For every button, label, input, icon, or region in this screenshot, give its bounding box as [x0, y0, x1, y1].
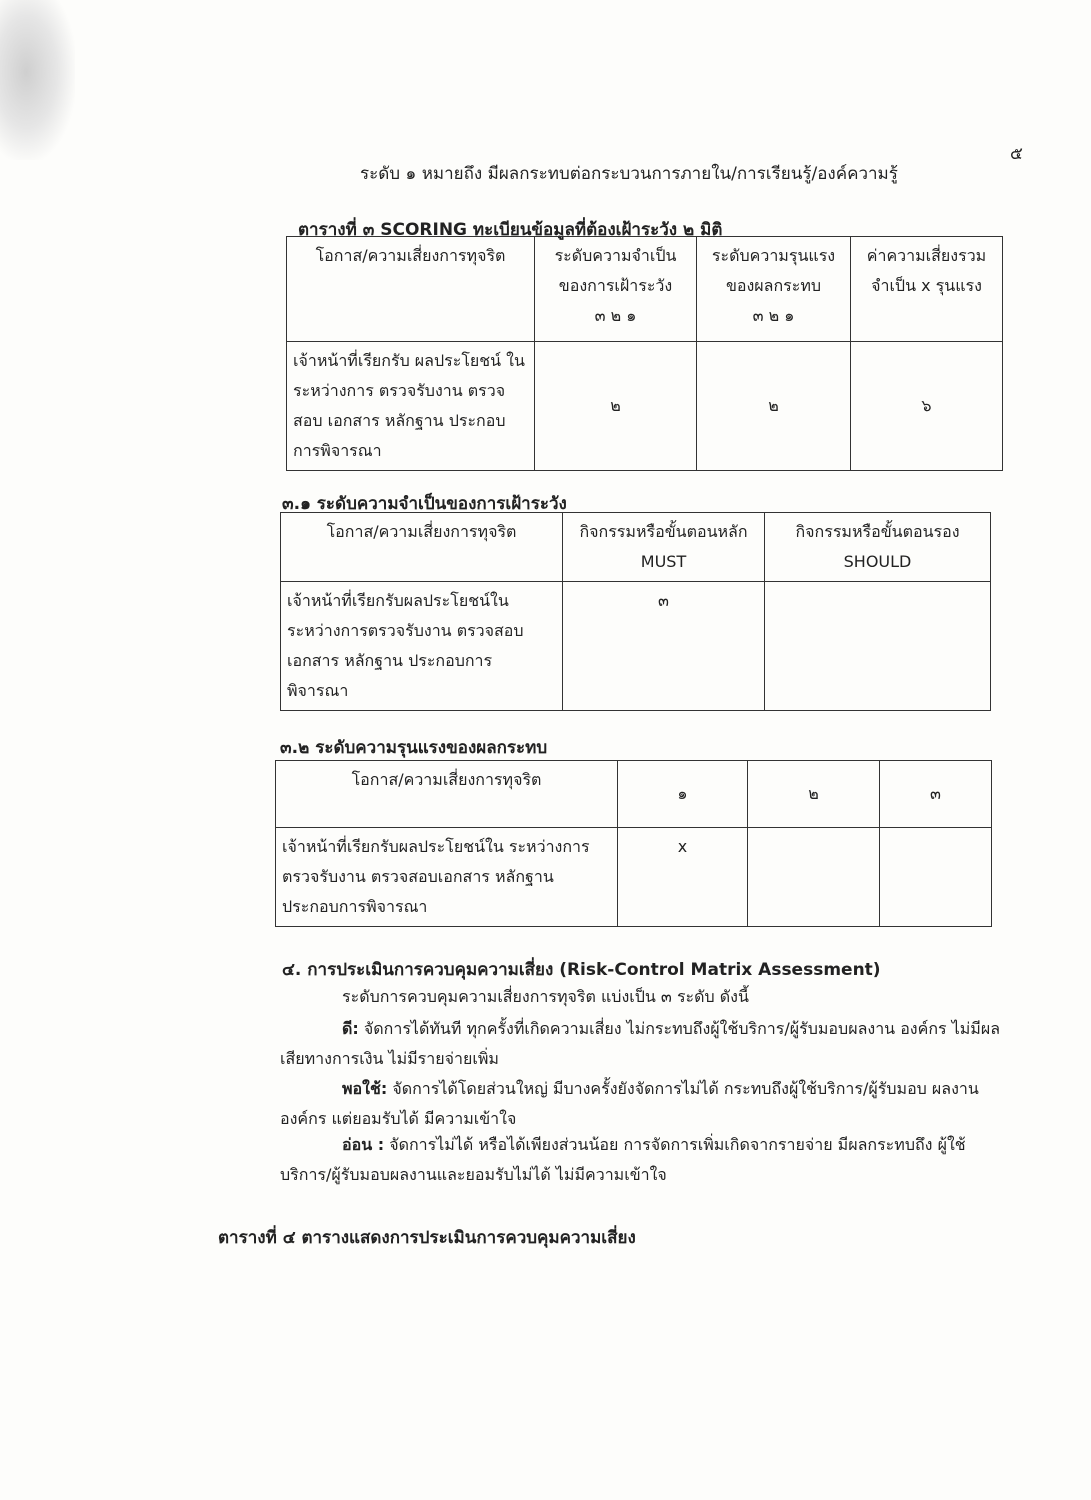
scan-smudge [0, 0, 75, 160]
header-secondary-line2: SHOULD [843, 552, 912, 571]
level-weak-text: จัดการไม่ได้ หรือได้เพียงส่วนน้อย การจัดการเพิ่มเกิดจากรายจ่าย มีผลกระทบถึง ผู้ใช้บริการ/ผู้รับมอบผลงานและยอมรับไม่ได้ ไม่มีความเข้าใจ [280, 1135, 966, 1184]
cell-risk: เจ้าหน้าที่เรียกรับผลประโยชน์ใน ระหว่างการตรวจรับงาน ตรวจสอบ เอกสาร หลักฐาน ประกอบการ พิจารณา [281, 582, 563, 711]
header-total-line1: ค่าความเสี่ยงรวม [866, 246, 987, 265]
cell-secondary [765, 582, 991, 711]
header-secondary-line1: กิจกรรมหรือขั้นตอนรอง [795, 522, 960, 541]
page-number: ๕ [1010, 144, 1023, 164]
header-severity-scale: ๓ ๒ ๑ [752, 306, 795, 325]
header-total-line2: จำเป็น x รุนแรง [871, 276, 982, 295]
level-fair-paragraph [280, 1074, 1000, 1134]
section4-intro: ระดับการควบคุมความเสี่ยงการทุจริต แบ่งเป็น ๓ ระดับ ดังนี้ [342, 987, 749, 1006]
level-weak-paragraph [280, 1130, 1000, 1190]
header-severity [697, 237, 851, 342]
table-header-row [281, 513, 991, 582]
header-secondary-activity [765, 513, 991, 582]
table-row [276, 828, 992, 927]
section4-heading: ๔. การประเมินการควบคุมความเสี่ยง (Risk-Control Matrix Assessment) [282, 960, 881, 980]
header-risk: โอกาส/ความเสี่ยงการทุจริต [287, 237, 535, 342]
table-row [287, 342, 1003, 471]
table-header-row [287, 237, 1003, 342]
cell-main: ๓ [563, 582, 765, 711]
level-fair-term: พอใช้: [342, 1079, 388, 1098]
table-row [281, 582, 991, 711]
table32-caption: ๓.๒ ระดับความรุนแรงของผลกระทบ [280, 738, 548, 758]
header-risk: โอกาส/ความเสี่ยงการทุจริต [281, 513, 563, 582]
header-level-1: ๑ [618, 761, 748, 828]
header-severity-line1: ระดับความรุนแรง [711, 246, 836, 265]
cell-level-1: x [618, 828, 748, 927]
header-level-2: ๒ [748, 761, 880, 828]
header-severity-line2: ของผลกระทบ [725, 276, 822, 295]
header-necessity-line2: ของการเฝ้าระวัง [558, 276, 673, 295]
cell-risk: เจ้าหน้าที่เรียกรับ ผลประโยชน์ ในระหว่างการ ตรวจรับงาน ตรวจสอบ เอกสาร หลักฐาน ประกอบการพิจารณา [287, 342, 535, 471]
table3-caption: ตารางที่ ๓ SCORING ทะเบียนข้อมูลที่ต้องเฝ้าระวัง ๒ มิติ [298, 220, 723, 240]
header-necessity-line1: ระดับความจำเป็น [554, 246, 677, 265]
level-fair-text: จัดการได้โดยส่วนใหญ่ มีบางครั้งยังจัดการไม่ได้ กระทบถึงผู้ใช้บริการ/ผู้รับมอบ ผลงาน องค์กร แต่ยอมรับได้ มีความเข้าใจ [280, 1079, 979, 1128]
header-level-3: ๓ [880, 761, 992, 828]
table4-caption: ตารางที่ ๔ ตารางแสดงการประเมินการควบคุมความเสี่ยง [218, 1228, 636, 1248]
level-good-text: จัดการได้ทันที ทุกครั้งที่เกิดความเสี่ยง ไม่กระทบถึงผู้ใช้บริการ/ผู้รับมอบผลงาน องค์กร ไม่มีผลเสียทางการเงิน ไม่มีรายจ่ายเพิ่ม [280, 1019, 1001, 1068]
header-necessity-scale: ๓ ๒ ๑ [594, 306, 637, 325]
cell-level-2 [748, 828, 880, 927]
table32-severity [275, 760, 992, 927]
table3-scoring [286, 236, 1003, 471]
table-header-row [276, 761, 992, 828]
level-good-paragraph [280, 1014, 1000, 1074]
table31-necessity [280, 512, 991, 711]
header-main-line1: กิจกรรมหรือขั้นตอนหลัก [579, 522, 748, 541]
header-risk: โอกาส/ความเสี่ยงการทุจริต [276, 761, 618, 828]
cell-total: ๖ [851, 342, 1003, 471]
level-weak-term: อ่อน : [342, 1135, 385, 1154]
header-main-line2: MUST [640, 552, 687, 571]
level-good-term: ดี: [342, 1019, 359, 1038]
cell-risk: เจ้าหน้าที่เรียกรับผลประโยชน์ใน ระหว่างการ ตรวจรับงาน ตรวจสอบเอกสาร หลักฐาน ประกอบการพิจารณา [276, 828, 618, 927]
level-definition-line: ระดับ ๑ หมายถึง มีผลกระทบต่อกระบวนการภายใน/การเรียนรู้/องค์ความรู้ [360, 164, 898, 184]
header-main-activity [563, 513, 765, 582]
header-total [851, 237, 1003, 342]
cell-level-3 [880, 828, 992, 927]
cell-necessity: ๒ [535, 342, 697, 471]
cell-severity: ๒ [697, 342, 851, 471]
table31-caption: ๓.๑ ระดับความจำเป็นของการเฝ้าระวัง [282, 494, 567, 514]
header-necessity [535, 237, 697, 342]
